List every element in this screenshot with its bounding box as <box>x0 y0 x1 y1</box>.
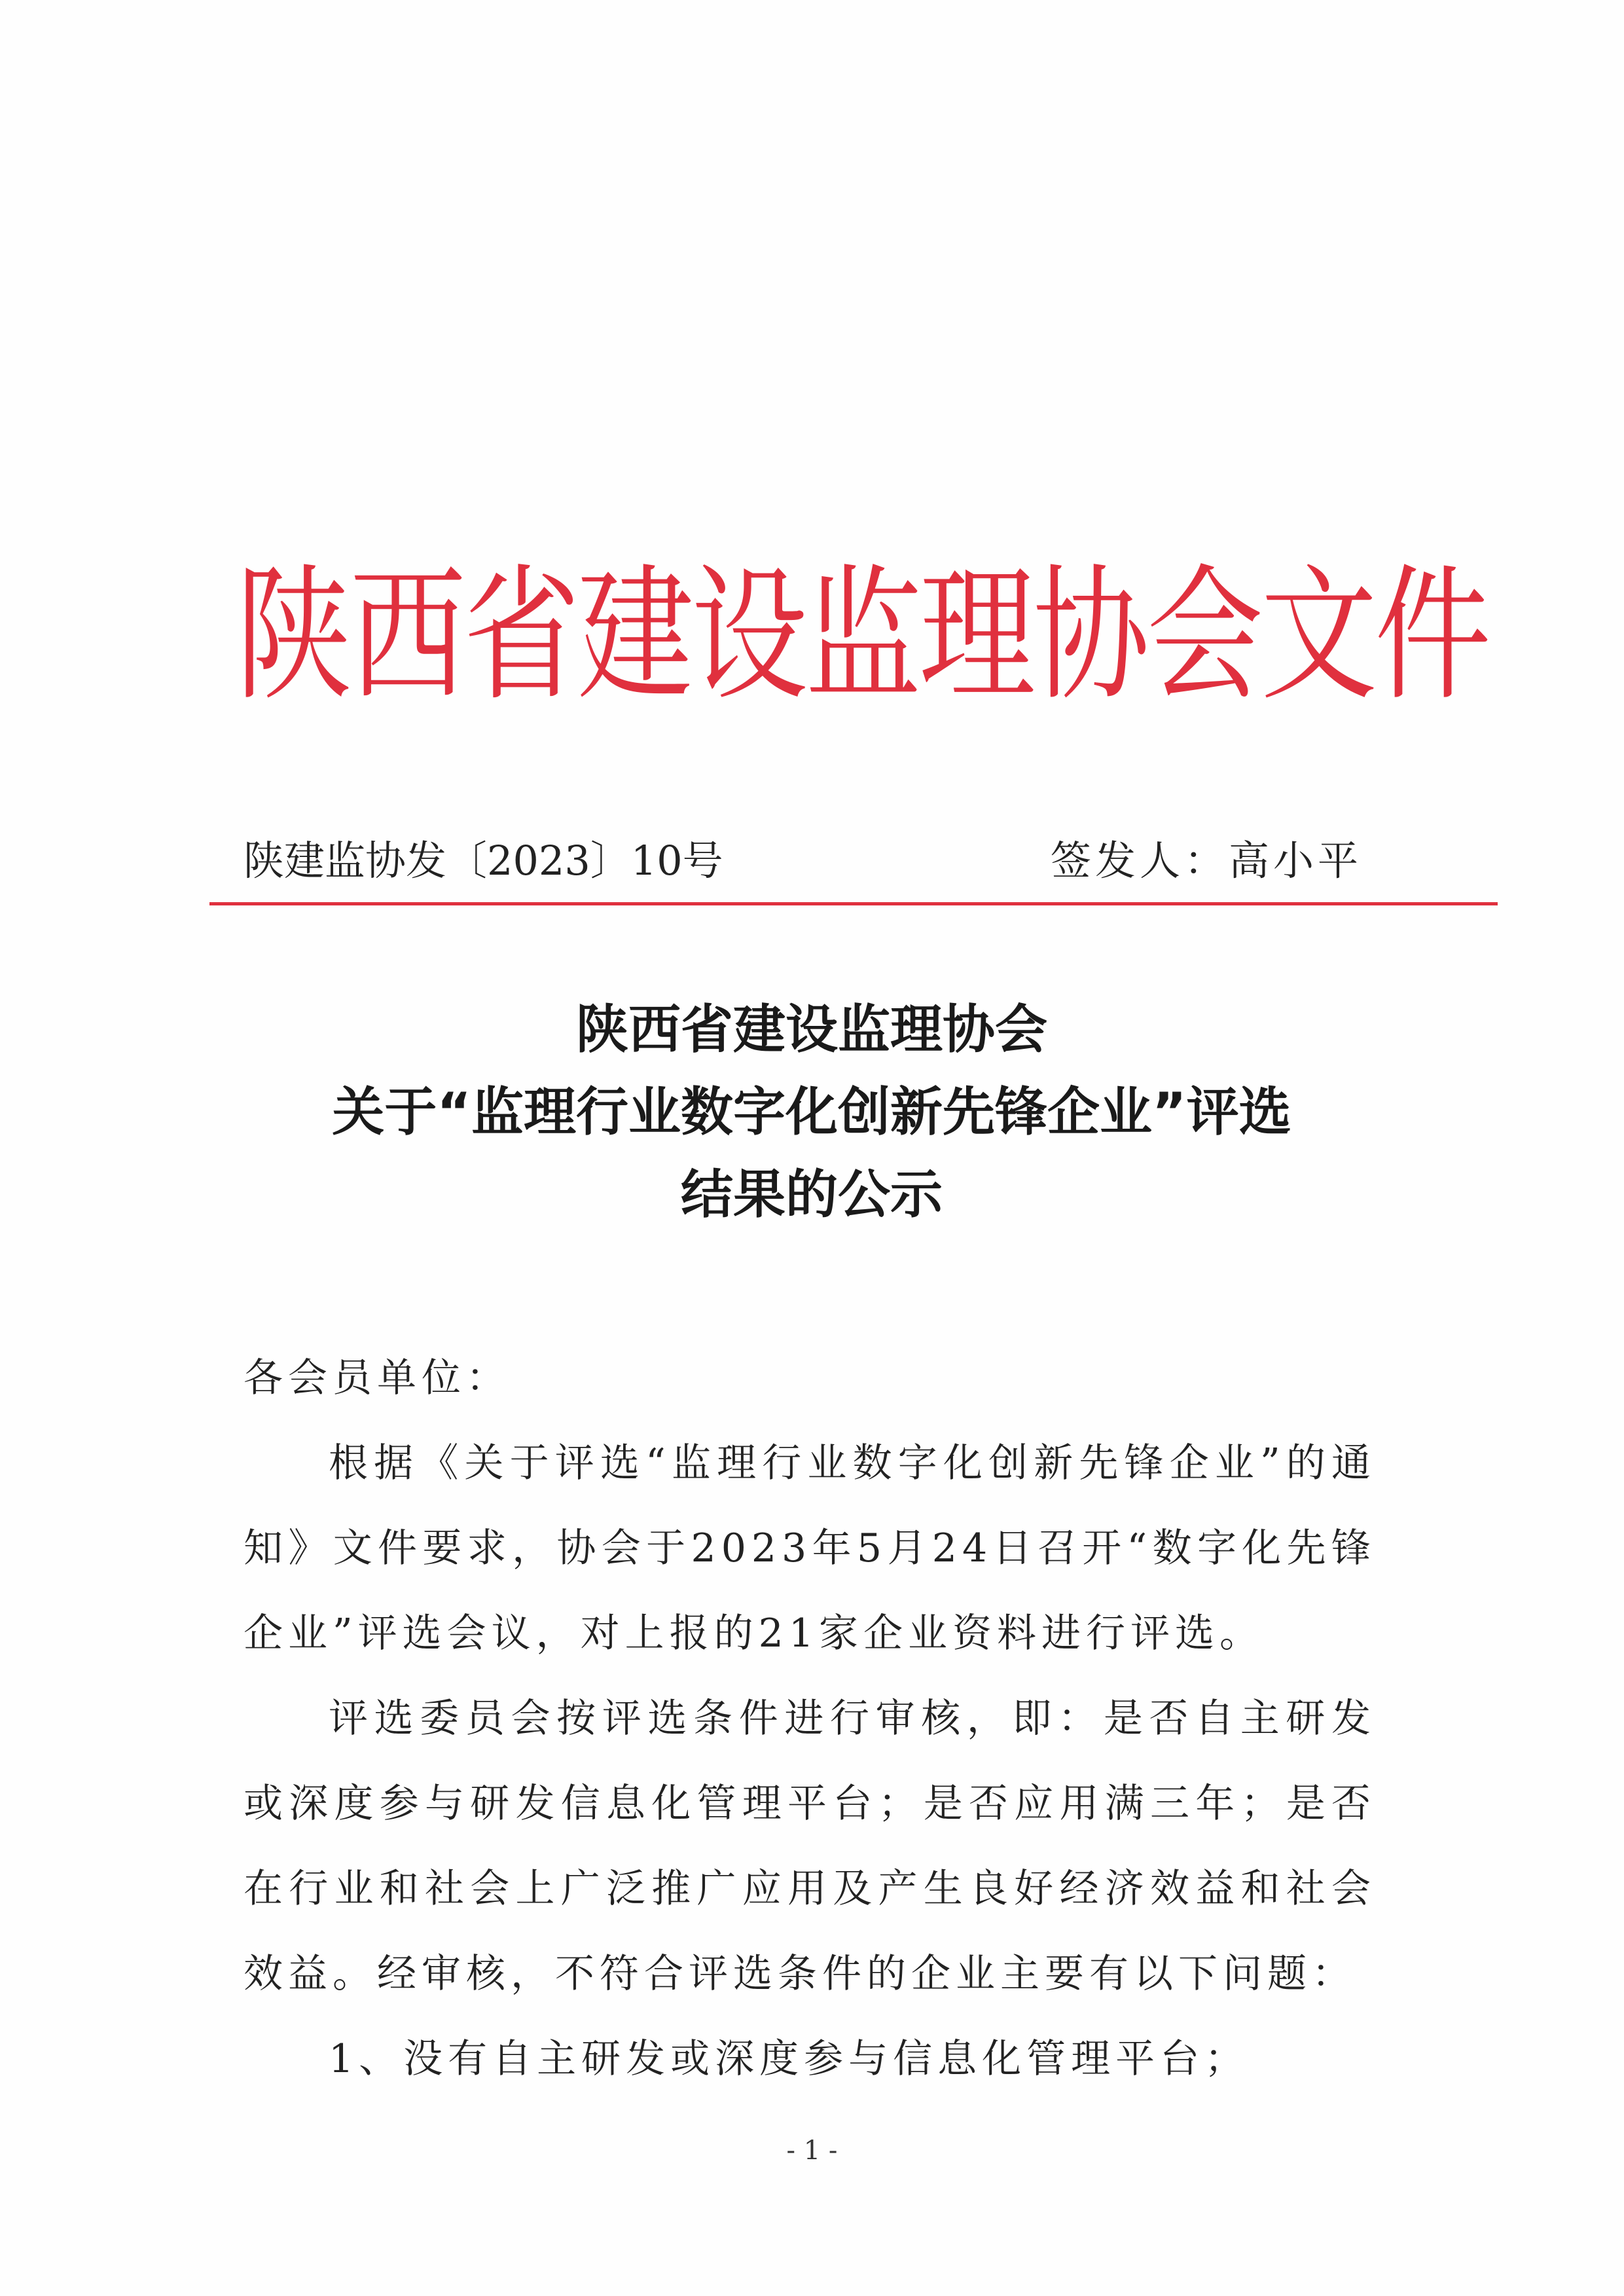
document-body <box>244 1336 1376 2102</box>
salutation: 各会员单位： <box>244 1355 511 1401</box>
document-title <box>196 989 1427 1236</box>
document-number: 陕建监协发〔2023〕10号 <box>244 837 723 884</box>
signer: 签发人：高小平 <box>1050 837 1362 884</box>
list-item: 1、没有自主研发或深度参与信息化管理平台； <box>329 2036 1250 2082</box>
title-line-1: 陕西省建设监理协会 <box>576 999 1047 1060</box>
title-line-3: 结果的公示 <box>681 1164 943 1225</box>
body-paragraph: 根据《关于评选“监理行业数字化创新先锋企业”的通知》文件要求，协会于2023年5月24日召开“数字化先锋企业”评选会议，对上报的21家企业资料进行评选。 <box>244 1440 1376 1656</box>
red-divider-line <box>209 902 1498 905</box>
body-paragraph: 评选委员会按评选条件进行审核，即：是否自主研发或深度参与研发信息化管理平台；是否应用满三年；是否在行业和社会上广泛推广应用及产生良好经济效益和社会效益。经审核，不符合评选条件的企业主要有以下问题： <box>244 1696 1376 1997</box>
title-line-2: 关于“监理行业数字化创新先锋企业”评选 <box>332 1082 1291 1142</box>
page-number: - 1 - <box>786 2136 838 2166</box>
masthead-title: 陕西省建设监理协会文件 <box>236 551 1489 720</box>
